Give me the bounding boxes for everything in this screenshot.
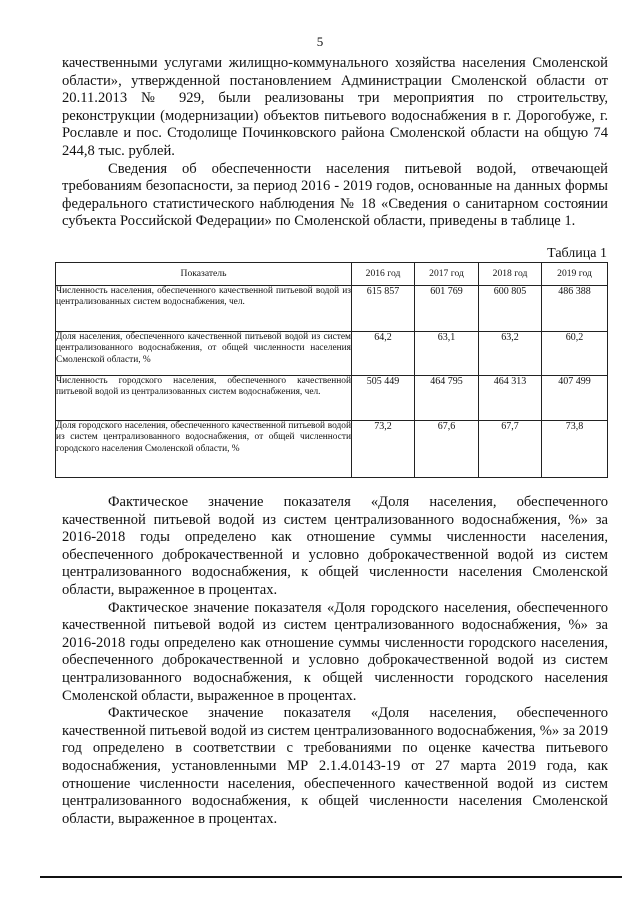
column-header: Показатель bbox=[56, 263, 352, 286]
column-header: 2019 год bbox=[542, 263, 608, 286]
cell-value: 601 769 bbox=[415, 286, 479, 332]
data-table bbox=[55, 262, 608, 478]
row-label: Численность населения, обеспеченного качественной питьевой водой из централизованных систем водоснабжения, чел. bbox=[56, 286, 352, 332]
cell-value: 505 449 bbox=[352, 376, 415, 421]
table-caption: Таблица 1 bbox=[547, 246, 607, 261]
cell-value: 63,1 bbox=[415, 332, 479, 376]
column-header: 2017 год bbox=[415, 263, 479, 286]
paragraph-continuation: качественными услугами жилищно-коммунального хозяйства населения Смоленской области», утвержденной постановлением Администрации Смоленской области от 20.11.2013 № 929, были реализованы три мероприятия по строительству, реконструкции (модернизации) объектов питьевого водоснабжения в г. Дорогобуже, г. Рославле и пос. Стодолище Починковского района Смоленской области на общую 74 244,8 тыс. рублей. bbox=[62, 55, 608, 159]
cell-value: 60,2 bbox=[542, 332, 608, 376]
cell-value: 67,6 bbox=[415, 421, 479, 478]
row-label: Доля городского населения, обеспеченного качественной питьевой водой из систем централизованного водоснабжения, от общей численности городского населения Смоленской области, % bbox=[56, 421, 352, 478]
row-label: Численность городского населения, обеспеченного качественной питьевой водой из централизованных систем водоснабжения, чел. bbox=[56, 376, 352, 421]
row-label: Доля населения, обеспеченного качественной питьевой водой из систем централизованного водоснабжения, от общей численности населения Смоленской области, % bbox=[56, 332, 352, 376]
table-row bbox=[56, 376, 608, 421]
column-header: 2018 год bbox=[479, 263, 542, 286]
intro-text bbox=[62, 55, 608, 231]
cell-value: 464 795 bbox=[415, 376, 479, 421]
cell-value: 73,8 bbox=[542, 421, 608, 478]
paragraph-2019-method: Фактическое значение показателя «Доля населения, обеспеченного качественной питьевой водой из систем централизованного водоснабжения, %» за 2019 год определено в соответствии с требованиями по оценке качества питьевого водоснабжения, установленными МР 2.1.4.0143-19 от 27 марта 2019 года, как отношение численности населения, обеспеченного качественной водой из систем централизованного водоснабжения, к общей численности населения Смоленской области, выраженное в процентах. bbox=[62, 705, 608, 827]
cell-value: 63,2 bbox=[479, 332, 542, 376]
cell-value: 600 805 bbox=[479, 286, 542, 332]
cell-value: 615 857 bbox=[352, 286, 415, 332]
cell-value: 464 313 bbox=[479, 376, 542, 421]
table-row bbox=[56, 421, 608, 478]
paragraph-table-intro: Сведения об обеспеченности населения питьевой водой, отвечающей требованиям безопасности, за период 2016 - 2019 годов, основанные на данных формы федерального статистического наблюдения № 18 «Сведения о санитарном состоянии субъекта Российской Федерации» по Смоленской области, приведены в таблице 1. bbox=[62, 160, 608, 230]
page-number: 5 bbox=[316, 34, 324, 49]
explanatory-text bbox=[62, 494, 608, 828]
cell-value: 407 499 bbox=[542, 376, 608, 421]
cell-value: 73,2 bbox=[352, 421, 415, 478]
table-row bbox=[56, 286, 608, 332]
cell-value: 64,2 bbox=[352, 332, 415, 376]
cell-value: 67,7 bbox=[479, 421, 542, 478]
bottom-rule bbox=[40, 876, 622, 878]
cell-value: 486 388 bbox=[542, 286, 608, 332]
table-row bbox=[56, 332, 608, 376]
table-header-row bbox=[56, 263, 608, 286]
paragraph-population-share: Фактическое значение показателя «Доля населения, обеспеченного качественной питьевой водой из систем централизованного водоснабжения, %» за 2016-2018 годы определено как отношение суммы численности населения, обеспеченного доброкачественной и условно доброкачественной водой из систем централизованного водоснабжения, к общей численности населения Смоленской области, выраженное в процентах. bbox=[62, 494, 608, 598]
column-header: 2016 год bbox=[352, 263, 415, 286]
paragraph-urban-share: Фактическое значение показателя «Доля городского населения, обеспеченного качественной питьевой водой из систем централизованного водоснабжения, %» за 2016-2018 годы определено как отношение суммы численности городского населения, обеспеченного доброкачественной и условно доброкачественной водой из систем централизованного водоснабжения, к общей численности городского населения Смоленской области, выраженное в процентах. bbox=[62, 599, 608, 704]
